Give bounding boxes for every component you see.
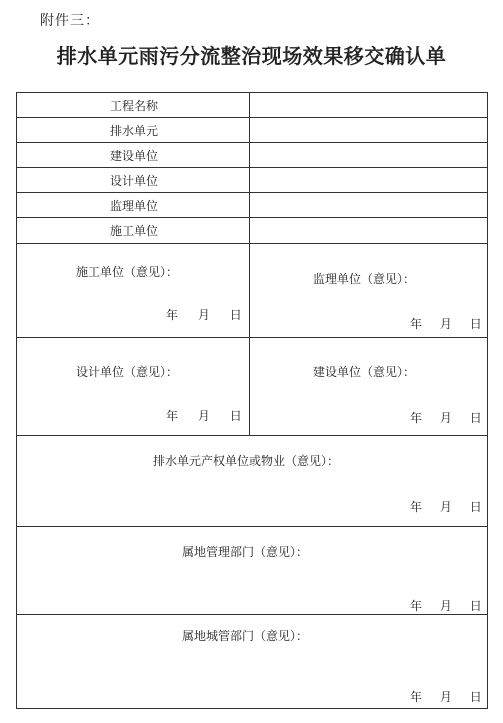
- construction-opinion-label: 施工单位（意见）：: [76, 265, 179, 279]
- info-value-designer[interactable]: [260, 172, 480, 188]
- supervision-opinion-label: 监理单位（意见）：: [313, 272, 416, 286]
- attachment-label: 附件三：: [40, 13, 100, 29]
- year-label: 年: [410, 411, 423, 425]
- builder-opinion-date: [410, 409, 482, 426]
- info-label-drainage-unit: 排水单元: [110, 124, 159, 138]
- info-label-project-name: 工程名称: [110, 99, 159, 113]
- local-mgmt-opinion-date: [410, 597, 482, 614]
- document-title: 排水单元雨污分流整治现场效果移交确认单: [56, 44, 447, 68]
- day-label: 日: [469, 690, 482, 704]
- day-label: 日: [469, 500, 482, 514]
- info-label-supervisor: 监理单位: [110, 199, 159, 213]
- property-opinion-date: [410, 498, 482, 515]
- info-value-supervisor[interactable]: [260, 197, 480, 213]
- month-label: 月: [439, 690, 452, 704]
- year-label: 年: [410, 690, 423, 704]
- day-label: 日: [469, 411, 482, 425]
- info-value-drainage-unit[interactable]: [260, 122, 480, 138]
- month-label: 月: [197, 308, 210, 322]
- row-divider: [16, 243, 488, 244]
- city-mgmt-opinion-date: [410, 688, 482, 705]
- design-opinion-date: [166, 407, 242, 424]
- property-opinion-label: 排水单元产权单位或物业（意见）：: [153, 454, 340, 468]
- info-value-builder[interactable]: [260, 147, 480, 163]
- year-label: 年: [410, 599, 423, 613]
- info-column-divider: [249, 92, 250, 244]
- month-label: 月: [439, 500, 452, 514]
- builder-opinion-label: 建设单位（意见）：: [313, 365, 416, 379]
- info-label-contractor: 施工单位: [110, 224, 159, 238]
- day-label: 日: [469, 317, 482, 331]
- day-label: 日: [469, 599, 482, 613]
- supervision-opinion-date: [410, 315, 482, 332]
- info-value-contractor[interactable]: [260, 222, 480, 238]
- day-label: 日: [229, 308, 242, 322]
- row-divider: [16, 192, 488, 193]
- info-label-builder: 建设单位: [110, 149, 159, 163]
- year-label: 年: [410, 317, 423, 331]
- year-label: 年: [410, 500, 423, 514]
- year-label: 年: [166, 308, 179, 322]
- day-label: 日: [229, 409, 242, 423]
- construction-opinion-date: [166, 306, 242, 323]
- design-opinion-label: 设计单位（意见）：: [76, 365, 179, 379]
- info-label-designer: 设计单位: [110, 174, 159, 188]
- month-label: 月: [439, 411, 452, 425]
- info-value-project-name[interactable]: [260, 97, 480, 113]
- row-divider: [16, 526, 488, 527]
- row-divider: [16, 142, 488, 143]
- row-divider: [16, 217, 488, 218]
- month-label: 月: [197, 409, 210, 423]
- local-mgmt-opinion-label: 属地管理部门（意见）：: [182, 545, 309, 559]
- row-divider: [16, 167, 488, 168]
- row-divider: [16, 435, 488, 436]
- opinion-column-divider: [249, 243, 250, 435]
- city-mgmt-opinion-label: 属地城管部门（意见）：: [182, 629, 309, 643]
- month-label: 月: [439, 317, 452, 331]
- row-divider: [16, 117, 488, 118]
- row-divider: [16, 337, 488, 338]
- month-label: 月: [439, 599, 452, 613]
- row-divider: [16, 614, 488, 615]
- year-label: 年: [166, 409, 179, 423]
